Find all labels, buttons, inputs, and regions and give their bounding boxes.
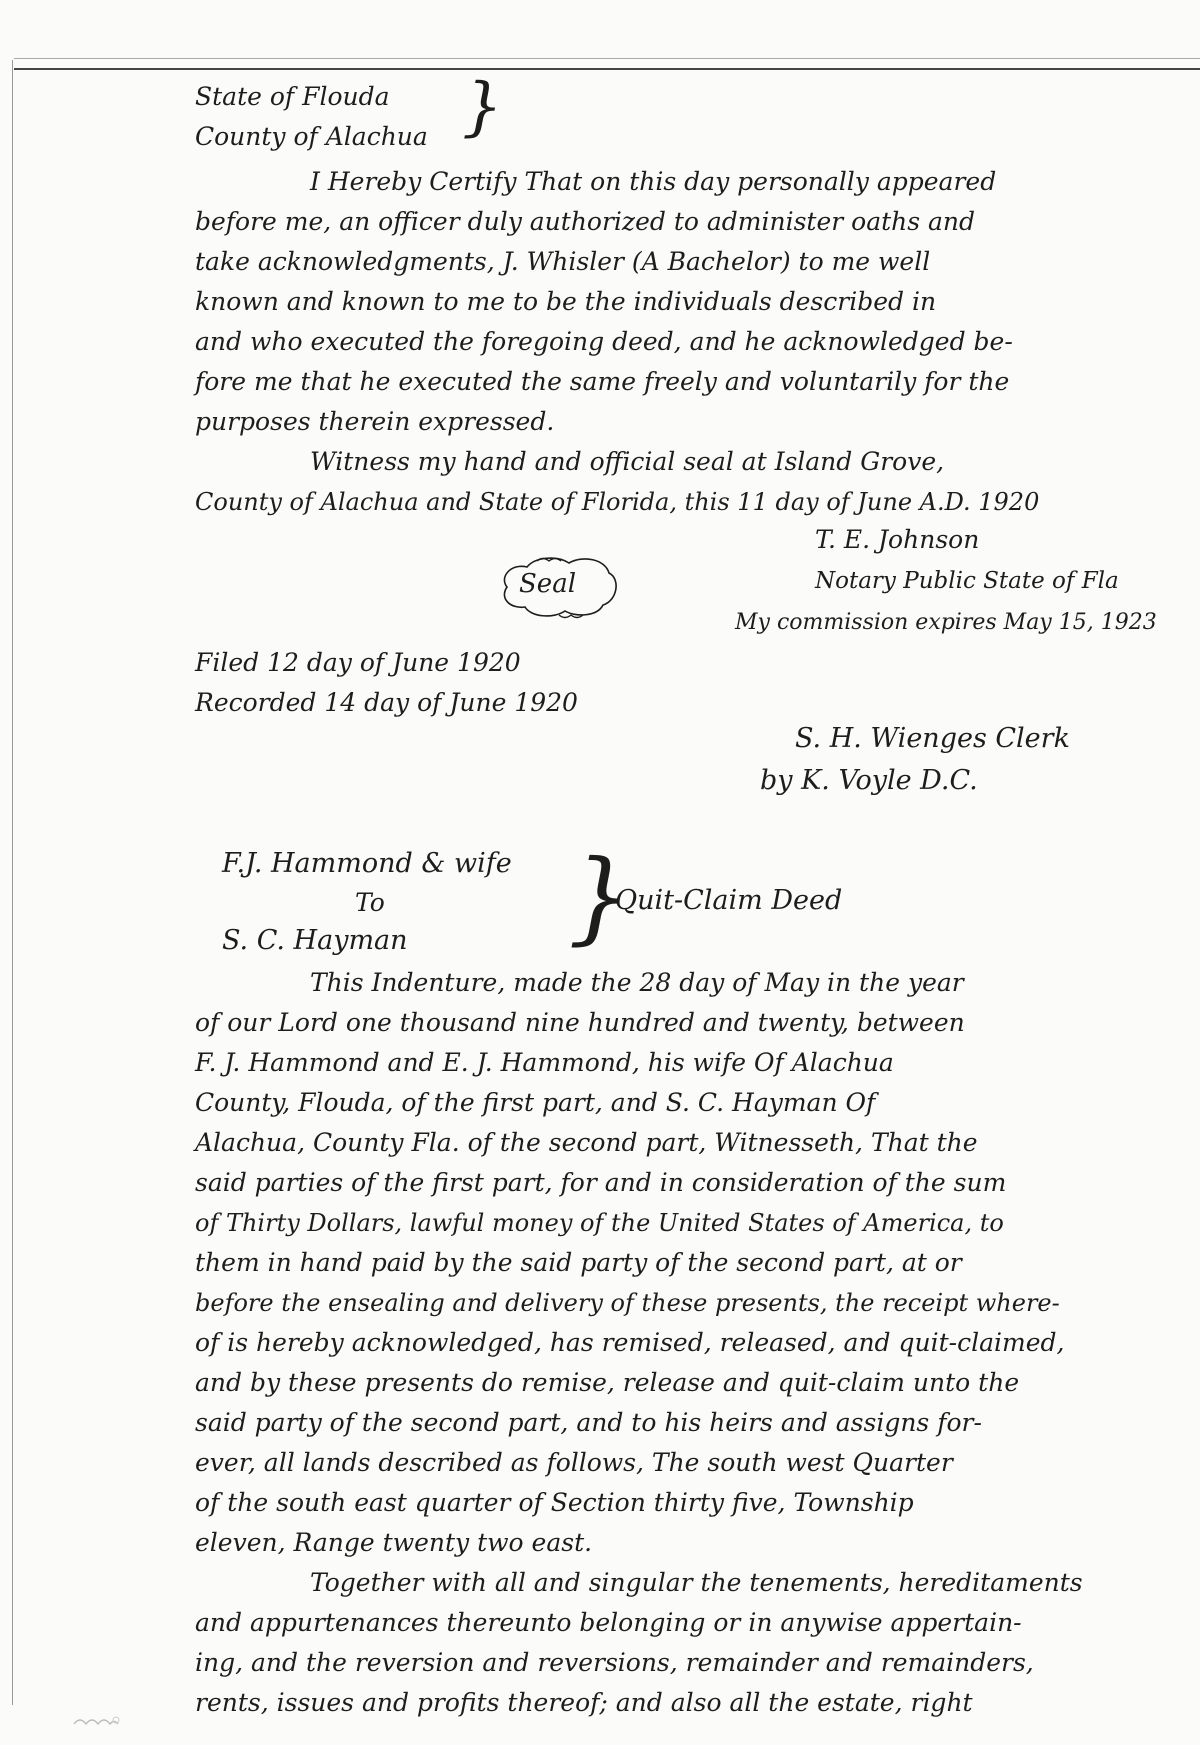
deed-line: rents, issues and profits thereof; and also all the estate, right — [195, 1688, 973, 1717]
seal-label: Seal — [519, 569, 577, 599]
top-rule-faint — [14, 58, 1200, 59]
notary-seal — [497, 555, 622, 620]
notary-signature: T. E. Johnson — [815, 525, 980, 554]
deed-line: eleven, Range twenty two east. — [195, 1528, 593, 1557]
deed-line: Together with all and singular the tenements, hereditaments — [310, 1568, 1083, 1597]
notary-commission: My commission expires May 15, 1923 — [735, 610, 1157, 635]
ack-line: purposes therein expressed. — [195, 407, 555, 436]
deed-type: Quit-Claim Deed — [615, 885, 843, 916]
ack-line: and who executed the foregoing deed, and he acknowledged be- — [195, 327, 1013, 356]
deed-caption-brace: } — [568, 838, 632, 955]
deed-to: To — [355, 888, 385, 917]
deed-line: of Thirty Dollars, lawful money of the United States of America, to — [195, 1209, 1004, 1237]
deed-line: F. J. Hammond and E. J. Hammond, his wife Of Alachua — [195, 1048, 894, 1077]
deed-line: County, Flouda, of the first part, and S. C. Hayman Of — [195, 1088, 876, 1117]
deed-line: ever, all lands described as follows, The south west Quarter — [195, 1448, 953, 1477]
county-heading: County of Alachua — [195, 122, 428, 151]
ack-line: I Hereby Certify That on this day personally appeared — [310, 167, 997, 196]
ack-line: County of Alachua and State of Florida, this 11 day of June A.D. 1920 — [195, 488, 1040, 516]
deed-line: said party of the second part, and to his heirs and assigns for- — [195, 1408, 982, 1437]
ack-line: take acknowledgments, J. Whisler (A Bachelor) to me well — [195, 247, 931, 276]
deed-line: them in hand paid by the said party of the second part, at or — [195, 1248, 962, 1277]
deed-line: before the ensealing and delivery of these presents, the receipt where- — [195, 1289, 1060, 1317]
deed-line: of is hereby acknowledged, has remised, released, and quit-claimed, — [195, 1328, 1065, 1357]
ack-line: Witness my hand and official seal at Island Grove, — [310, 447, 945, 476]
recorded-date: Recorded 14 day of June 1920 — [195, 688, 578, 717]
notary-title: Notary Public State of Fla — [815, 568, 1119, 594]
deed-line: and appurtenances thereunto belonging or in anywise appertain- — [195, 1608, 1022, 1637]
deed-body — [195, 963, 1135, 1723]
filed-date: Filed 12 day of June 1920 — [195, 648, 521, 677]
heading-brace: } — [462, 70, 503, 144]
acknowledgment-body — [195, 162, 1135, 522]
ack-line: fore me that he executed the same freely and voluntarily for the — [195, 367, 1010, 396]
deed-line: of the south east quarter of Section thirty five, Township — [195, 1488, 914, 1517]
deed-line: Alachua, County Fla. of the second part, Witnesseth, That the — [195, 1128, 978, 1157]
top-rule — [14, 68, 1200, 70]
deed-line: This Indenture, made the 28 day of May in the year — [310, 968, 964, 997]
deed-line: said parties of the first part, for and in consideration of the sum — [195, 1168, 1007, 1197]
deed-line: ing, and the reversion and reversions, remainder and remainders, — [195, 1648, 1034, 1677]
ack-line: before me, an officer duly authorized to administer oaths and — [195, 207, 976, 236]
clerk-signature: S. H. Wienges Clerk — [795, 723, 1070, 754]
state-heading: State of Flouda — [195, 82, 390, 111]
deed-grantor: F.J. Hammond & wife — [222, 848, 512, 879]
deed-line: of our Lord one thousand nine hundred and twenty, between — [195, 1008, 965, 1037]
deed-line: and by these presents do remise, release and quit-claim unto the — [195, 1368, 1020, 1397]
faint-stamp-mark-icon — [70, 1712, 122, 1732]
left-margin-line — [12, 60, 13, 1705]
ack-line: known and known to me to be the individuals described in — [195, 287, 937, 316]
deputy-signature: by K. Voyle D.C. — [760, 765, 978, 796]
deed-grantee: S. C. Hayman — [222, 925, 408, 956]
